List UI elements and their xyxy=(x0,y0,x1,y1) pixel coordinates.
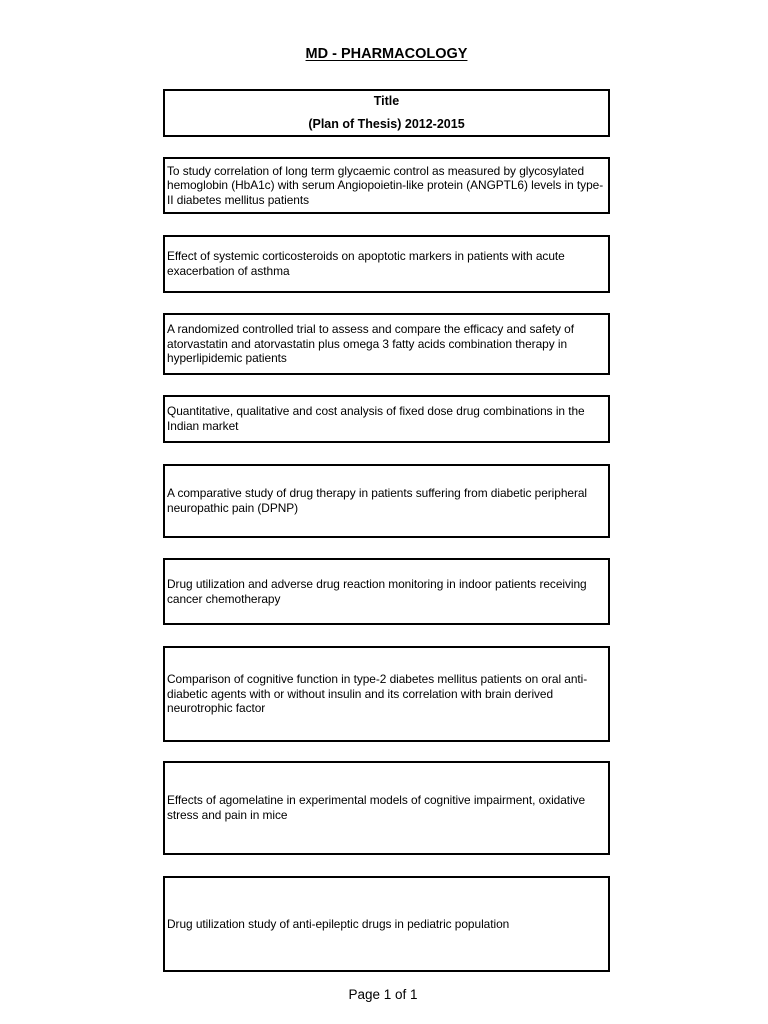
thesis-box xyxy=(163,558,610,625)
thesis-box xyxy=(163,157,610,214)
thesis-box xyxy=(163,313,610,375)
thesis-box xyxy=(163,395,610,443)
thesis-title: A randomized controlled trial to assess and compare the efficacy and safety of atorvastatin and atorvastatin plus omega 3 fatty acids combination therapy in hyperlipidemic patients xyxy=(167,322,574,366)
thesis-box xyxy=(163,761,610,855)
thesis-title: Drug utilization study of anti-epileptic drugs in pediatric population xyxy=(167,916,510,931)
thesis-box xyxy=(163,235,610,293)
thesis-box xyxy=(163,464,610,538)
page-number: Page 1 of 1 xyxy=(348,987,418,1002)
page-title: MD - PHARMACOLOGY xyxy=(305,46,468,62)
thesis-box xyxy=(163,646,610,742)
thesis-title: Effect of systemic corticosteroids on apoptotic markers in patients with acute exacerbation of asthma xyxy=(167,249,565,278)
thesis-title: Effects of agomelatine in experimental models of cognitive impairment, oxidative stress and pain in mice xyxy=(167,793,586,822)
header-title-label: Title xyxy=(373,94,400,108)
thesis-title: Comparison of cognitive function in type-2 diabetes mellitus patients on oral anti-diabetic agents with or without insulin and its correlation with brain derived neurotrophic factor xyxy=(167,672,588,716)
thesis-title: Quantitative, qualitative and cost analysis of fixed dose drug combinations in the Indian market xyxy=(167,404,585,433)
thesis-title: A comparative study of drug therapy in patients suffering from diabetic peripheral neuropathic pain (DPNP) xyxy=(167,486,588,515)
thesis-header-box xyxy=(163,89,610,137)
thesis-box xyxy=(163,876,610,972)
header-plan-label: (Plan of Thesis) 2012-2015 xyxy=(308,117,465,131)
thesis-title: To study correlation of long term glycaemic control as measured by glycosylated hemoglobin (HbA1c) with serum Angiopoietin-like protein (ANGPTL6) levels in type-II diabetes mellitus patients xyxy=(167,163,604,207)
thesis-title: Drug utilization and adverse drug reaction monitoring in indoor patients receiving cancer chemotherapy xyxy=(167,576,587,606)
